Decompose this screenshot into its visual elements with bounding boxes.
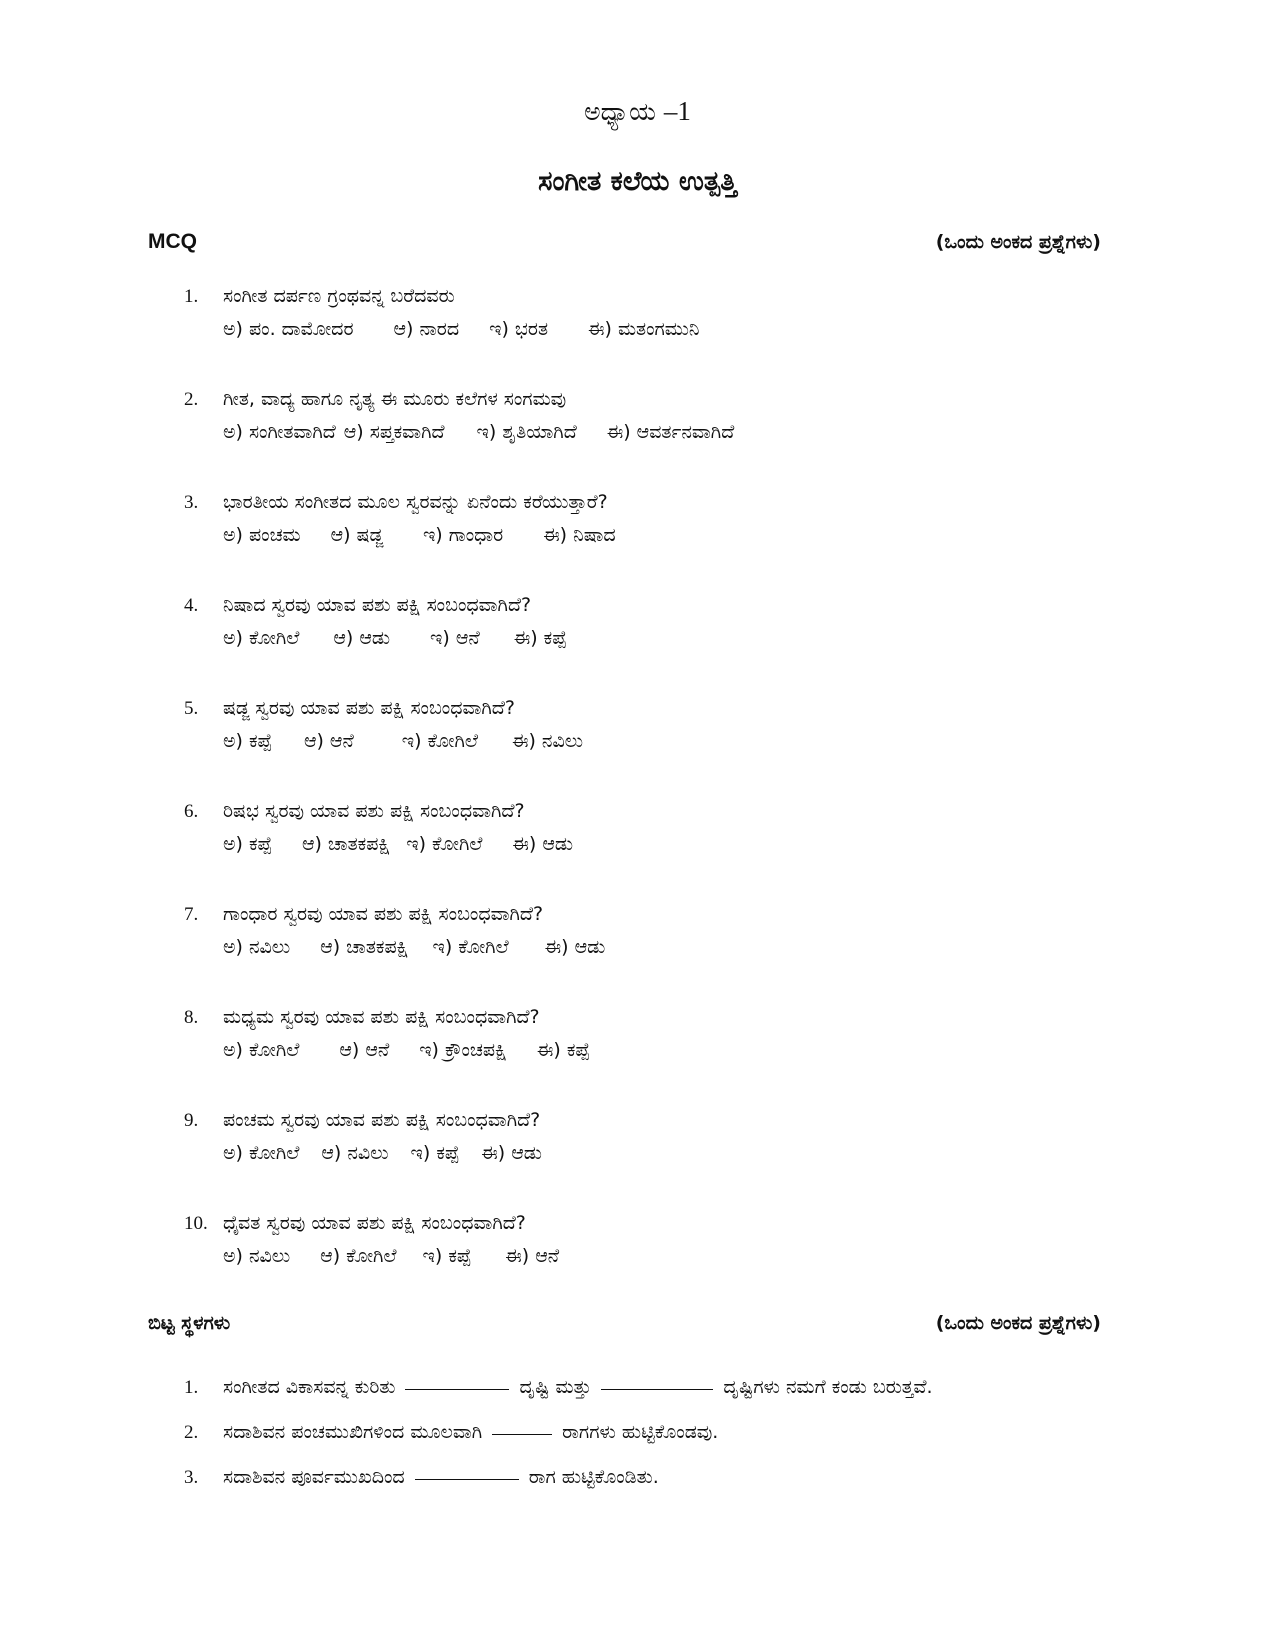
question-text: ಧೈವತ ಸ್ವರವು ಯಾವ ಪಶು ಪಕ್ಷಿ ಸಂಬಂಧವಾಗಿದೆ? xyxy=(223,1212,526,1234)
option: ಇ) ಭರತ xyxy=(489,318,549,340)
option-list xyxy=(184,828,1084,860)
chapter-number: –1 xyxy=(663,96,691,126)
option: ಇ) ಕಪ್ಪೆ xyxy=(422,1245,472,1267)
option-list xyxy=(184,519,1084,551)
option: ಇ) ಗಾಂಧಾರ xyxy=(422,524,504,546)
mcq-question xyxy=(184,280,1084,383)
mcq-section-marks: (ಒಂದು ಅಂಕದ ಪ್ರಶ್ನೆಗಳು) xyxy=(935,231,1101,253)
question-number: 9. xyxy=(184,1110,199,1131)
mcq-question xyxy=(184,1207,1084,1310)
option: ಅ) ಕೋಗಿಲೆ xyxy=(223,627,300,649)
fill-blank-text: ಸದಾಶಿವನ ಪಂಚಮುಖಿಗಳಿಂದ ಮೂಲವಾಗಿ xyxy=(223,1421,483,1443)
fill-blank-item xyxy=(184,1376,1104,1421)
question-number: 5. xyxy=(184,698,199,719)
question-text: ಗೀತ, ವಾದ್ಯ ಹಾಗೂ ನೃತ್ಯ ಈ ಮೂರು ಕಲೆಗಳ ಸಂಗಮವು xyxy=(223,388,567,410)
option: ಈ) ಆನೆ xyxy=(505,1245,560,1267)
option-list xyxy=(184,931,1084,963)
question-text: ಮಧ್ಯಮ ಸ್ವರವು ಯಾವ ಪಶು ಪಕ್ಷಿ ಸಂಬಂಧವಾಗಿದೆ? xyxy=(223,1006,540,1028)
option: ಇ) ಕೋಗಿಲೆ xyxy=(432,936,509,958)
fill-blanks-list xyxy=(184,1376,1104,1511)
option: ಆ) ನವಿಲು xyxy=(321,1142,389,1164)
blank-line xyxy=(492,1434,552,1435)
chapter-label: ಅಧ್ಯಾಯ xyxy=(584,97,656,126)
mcq-question xyxy=(184,486,1084,589)
question-number: 10. xyxy=(184,1213,208,1234)
option: ಈ) ಆಡು xyxy=(544,936,606,958)
fill-blank-text: ದೃಷ್ಟಿ ಮತ್ತು xyxy=(519,1376,592,1398)
option-list xyxy=(184,1034,1084,1066)
option-list xyxy=(184,1240,1084,1272)
option: ಆ) ಕೋಗಿಲೆ xyxy=(320,1245,397,1267)
question-number: 2. xyxy=(184,389,199,410)
option: ಆ) ಷಡ್ಜ xyxy=(330,524,383,546)
option: ಈ) ಕಪ್ಪೆ xyxy=(513,627,567,649)
blank-line xyxy=(405,1389,509,1390)
option: ಅ) ಕಪ್ಪೆ xyxy=(223,730,272,752)
option: ಅ) ಕೋಗಿಲೆ xyxy=(223,1039,300,1061)
option: ಆ) ಆನೆ xyxy=(339,1039,390,1061)
question-number: 8. xyxy=(184,1007,199,1028)
option: ಅ) ನವಿಲು xyxy=(223,1245,291,1267)
question-number: 2. xyxy=(184,1422,199,1443)
mcq-question-list xyxy=(184,280,1084,1310)
option: ಅ) ಕೋಗಿಲೆ xyxy=(223,1142,300,1164)
option: ಆ) ನಾರದ xyxy=(393,318,460,340)
option-list xyxy=(184,416,1084,448)
fill-blank-text: ಸಂಗೀತದ ವಿಕಾಸವನ್ನ ಕುರಿತು xyxy=(223,1376,396,1398)
question-number: 1. xyxy=(184,286,199,307)
option-list xyxy=(184,313,1084,345)
option: ಇ) ಕೋಗಿಲೆ xyxy=(401,730,478,752)
question-text: ಭಾರತೀಯ ಸಂಗೀತದ ಮೂಲ ಸ್ವರವನ್ನು ಏನೆಂದು ಕರೆಯುತ್ತಾರೆ? xyxy=(223,491,608,513)
option: ಆ) ಚಾತಕಪಕ್ಷಿ xyxy=(320,936,409,958)
option: ಇ) ಕೋಗಿಲೆ xyxy=(406,833,483,855)
question-number: 3. xyxy=(184,1467,199,1488)
mcq-question xyxy=(184,692,1084,795)
option: ಇ) ಕ್ರೌಂಚಪಕ್ಷಿ xyxy=(419,1039,507,1061)
option-list xyxy=(184,725,1084,757)
mcq-question xyxy=(184,898,1084,1001)
question-text: ಸಂಗೀತ ದರ್ಪಣ ಗ್ರಂಥವನ್ನ ಬರೆದವರು xyxy=(223,285,455,307)
option: ಈ) ಆವರ್ತನವಾಗಿದೆ xyxy=(606,421,735,443)
option: ಇ) ಆನೆ xyxy=(430,627,480,649)
page-title: ಸಂಗೀತ ಕಲೆಯ ಉತ್ಪತ್ತಿ xyxy=(538,166,737,197)
option: ಆ) ಆಡು xyxy=(333,627,391,649)
fill-blanks-section-marks: (ಒಂದು ಅಂಕದ ಪ್ರಶ್ನೆಗಳು) xyxy=(935,1312,1101,1334)
option: ಅ) ಪಂಚಮ xyxy=(223,524,301,546)
question-text: ಗಾಂಧಾರ ಸ್ವರವು ಯಾವ ಪಶು ಪಕ್ಷಿ ಸಂಬಂಧವಾಗಿದೆ? xyxy=(223,903,544,925)
question-text: ರಿಷಭ ಸ್ವರವು ಯಾವ ಪಶು ಪಕ್ಷಿ ಸಂಬಂಧವಾಗಿದೆ? xyxy=(223,800,525,822)
question-number: 4. xyxy=(184,595,199,616)
option: ಇ) ಕಪ್ಪೆ xyxy=(410,1142,460,1164)
question-text: ನಿಷಾದ ಸ್ವರವು ಯಾವ ಪಶು ಪಕ್ಷಿ ಸಂಬಂಧವಾಗಿದೆ? xyxy=(223,594,532,616)
fill-blank-text: ದೃಷ್ಟಿಗಳು ನಮಗೆ ಕಂಡು ಬರುತ್ತವೆ. xyxy=(723,1376,933,1398)
option: ಅ) ಪಂ. ದಾಮೋದರ xyxy=(223,318,354,340)
mcq-question xyxy=(184,795,1084,898)
question-text: ಪಂಚಮ ಸ್ವರವು ಯಾವ ಪಶು ಪಕ್ಷಿ ಸಂಬಂಧವಾಗಿದೆ? xyxy=(223,1109,541,1131)
question-number: 1. xyxy=(184,1377,199,1398)
option: ಈ) ಆಡು xyxy=(481,1142,542,1164)
option: ಆ) ಆನೆ xyxy=(303,730,354,752)
fill-blank-item xyxy=(184,1421,1104,1466)
mcq-question xyxy=(184,1104,1084,1207)
fill-blanks-section-header xyxy=(148,1312,1101,1334)
chapter-heading xyxy=(0,96,1275,127)
blank-line xyxy=(415,1479,519,1480)
question-text: ಷಡ್ಜ ಸ್ವರವು ಯಾವ ಪಶು ಪಕ್ಷಿ ಸಂಬಂಧವಾಗಿದೆ? xyxy=(223,697,515,719)
option-list xyxy=(184,1137,1084,1169)
fill-blank-item xyxy=(184,1466,1104,1511)
option: ಇ) ಶೃತಿಯಾಗಿದೆ xyxy=(476,421,577,443)
option: ಆ) ಚಾತಕಪಕ್ಷಿ xyxy=(301,833,391,855)
option-list xyxy=(184,622,1084,654)
fill-blanks-section-title: ಬಿಟ್ಟ ಸ್ಥಳಗಳು xyxy=(148,1312,231,1334)
option: ಈ) ಮತಂಗಮುನಿ xyxy=(588,318,700,340)
option: ಈ) ಆಡು xyxy=(512,833,574,855)
question-number: 6. xyxy=(184,801,199,822)
option: ಅ) ಸಂಗೀತವಾಗಿದೆ xyxy=(223,421,336,443)
option: ಈ) ನವಿಲು xyxy=(511,730,584,752)
question-number: 3. xyxy=(184,492,199,513)
mcq-section-header xyxy=(148,230,1101,254)
mcq-question xyxy=(184,1001,1084,1104)
fill-blank-text: ರಾಗ ಹುಟ್ಟಿಕೊಂಡಿತು. xyxy=(528,1466,659,1488)
mcq-question xyxy=(184,589,1084,692)
option: ಈ) ನಿಷಾದ xyxy=(543,524,616,546)
fill-blank-text: ರಾಗಗಳು ಹುಟ್ಟಿಕೊಂಡವು. xyxy=(562,1421,719,1443)
option: ಈ) ಕಪ್ಪೆ xyxy=(536,1039,590,1061)
mcq-section-title: MCQ xyxy=(148,230,197,253)
blank-line xyxy=(601,1389,713,1390)
option: ಅ) ನವಿಲು xyxy=(223,936,291,958)
option: ಆ) ಸಪ್ತಕವಾಗಿದೆ xyxy=(343,421,445,443)
mcq-question xyxy=(184,383,1084,486)
fill-blank-text: ಸದಾಶಿವನ ಪೂರ್ವಮುಖದಿಂದ xyxy=(223,1466,405,1488)
question-number: 7. xyxy=(184,904,199,925)
option: ಅ) ಕಪ್ಪೆ xyxy=(223,833,272,855)
